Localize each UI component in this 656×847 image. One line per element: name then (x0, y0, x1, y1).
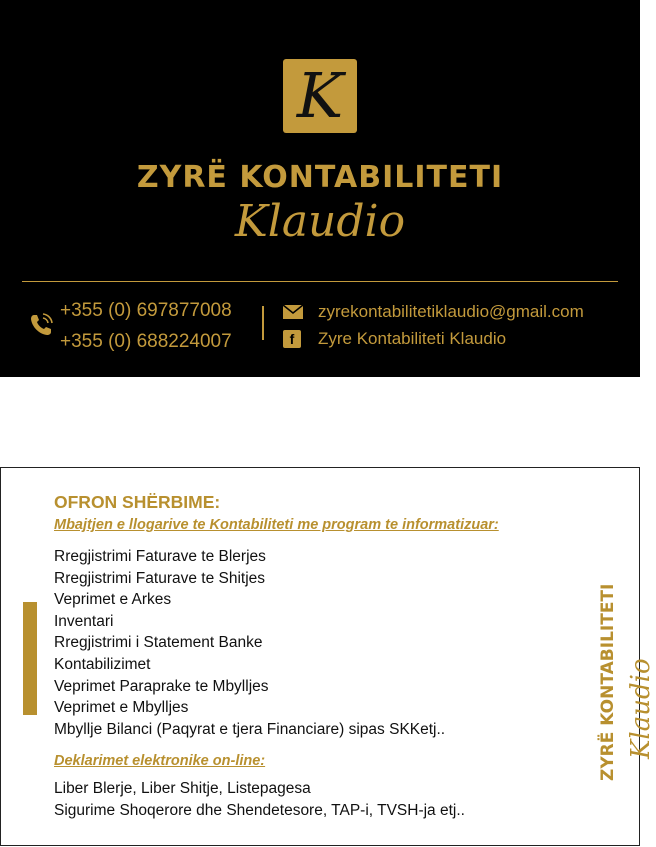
business-card-front (0, 0, 640, 377)
company-title: ZYRË KONTABILITETI (136, 160, 504, 195)
phone-number-2[interactable]: +355 (0) 688224007 (60, 331, 232, 352)
list-item: Rregjistrimi Faturave te Blerjes (54, 548, 266, 565)
declarations-list (54, 778, 465, 822)
list-item: Liber Blerje, Liber Shitje, Listepagesa (54, 780, 311, 797)
logo-letter: K (296, 59, 344, 132)
list-item: Mbyllje Bilanci (Paqyrat e tjera Financiare) sipas SKKetj.. (54, 720, 446, 738)
divider-line (22, 281, 618, 282)
list-item: Veprimet e Mbylljes (54, 699, 189, 717)
services-heading: OFRON SHËRBIME: (54, 492, 221, 512)
phone-number-1[interactable]: +355 (0) 697877008 (60, 300, 232, 321)
facebook-icon: f (283, 330, 301, 348)
facebook-page-name[interactable]: Zyre Kontabiliteti Klaudio (318, 329, 507, 348)
list-item: Inventari (54, 612, 114, 630)
email-address[interactable]: zyrekontabilitetiklaudio@gmail.com (318, 302, 584, 321)
vertical-company-title: ZYRË KONTABILITETI (598, 583, 618, 781)
company-script-name: Klaudio (234, 196, 406, 247)
list-item: Veprimet e Arkes (54, 591, 172, 609)
business-card-back (0, 467, 656, 846)
services-list (54, 546, 445, 740)
logo (283, 59, 357, 133)
list-item: Rregjistrimi i Statement Banke (54, 634, 263, 652)
declarations-heading: Deklarimet elektronike on-line: (54, 753, 266, 769)
list-item: Veprimet Paraprake te Mbylljes (54, 677, 269, 695)
services-subheading: Mbajtjen e llogarive te Kontabiliteti me program te informatizuar: (54, 517, 499, 533)
phone-icon (28, 312, 54, 338)
list-item: Rregjistrimi Faturave te Shitjes (54, 569, 266, 587)
vertical-divider (262, 306, 264, 340)
vertical-script-name: Klaudio (626, 658, 656, 759)
list-item: Kontabilizimet (54, 655, 151, 673)
vertical-brand (556, 571, 656, 786)
list-item: Sigurime Shoqerore dhe Shendetesore, TAP-i, TVSH-ja etj.. (54, 802, 465, 819)
gold-accent-bar (23, 602, 37, 715)
mail-icon (283, 305, 303, 319)
